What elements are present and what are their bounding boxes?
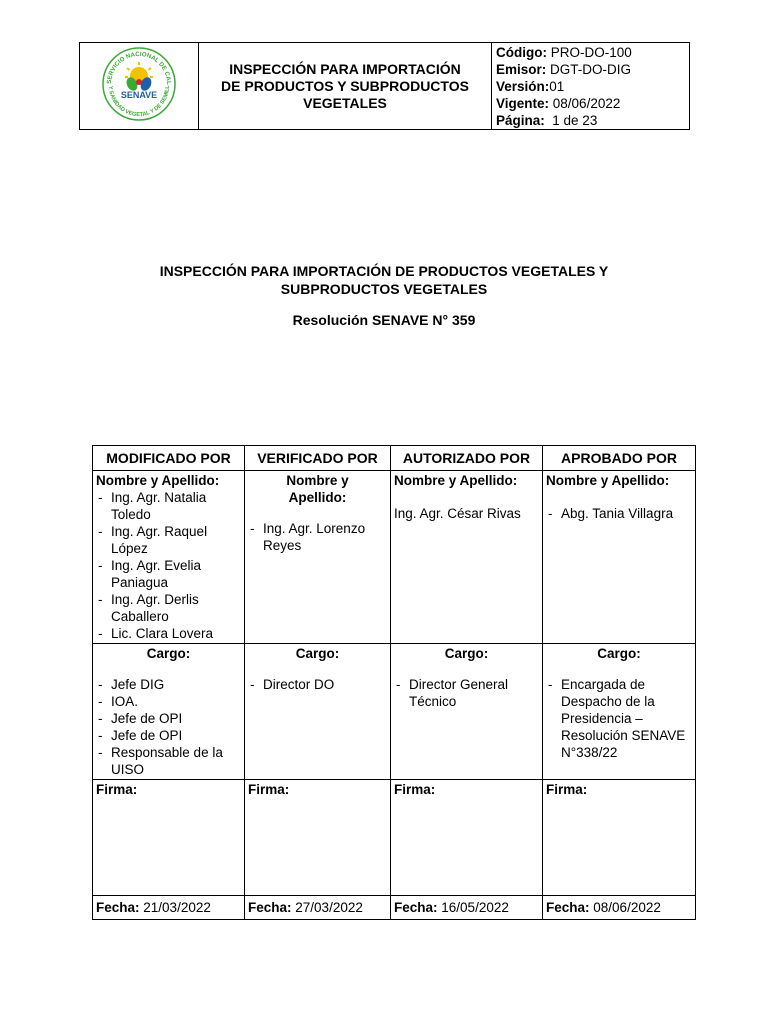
logo-brand: SENAVE bbox=[120, 89, 158, 100]
document-title bbox=[0, 262, 768, 298]
list-item: - Ing. Agr. Natalia Toledo bbox=[96, 489, 241, 523]
autorizado-firma-cell bbox=[391, 780, 543, 896]
fecha-label: Fecha: bbox=[394, 900, 438, 915]
header-meta bbox=[492, 43, 690, 130]
emisor-label: Emisor: bbox=[496, 62, 547, 77]
fecha-row bbox=[93, 896, 696, 920]
aprobado-firma-cell bbox=[543, 780, 696, 896]
verificado-cargo-cell bbox=[245, 644, 391, 780]
list-item: - Director DO bbox=[248, 676, 387, 693]
list-item: - Jefe de OPI bbox=[96, 710, 241, 727]
list-item: - Responsable de la UISO bbox=[96, 744, 241, 778]
verificado-firma-cell bbox=[245, 780, 391, 896]
fecha-label: Fecha: bbox=[248, 900, 292, 915]
vigente-label: Vigente: bbox=[496, 96, 550, 111]
firma-label: Firma: bbox=[248, 782, 290, 797]
emisor-row bbox=[496, 61, 689, 78]
header-title-line: INSPECCIÓN PARA IMPORTACIÓN bbox=[229, 60, 461, 77]
fecha-value: 21/03/2022 bbox=[143, 900, 211, 915]
senave-logo bbox=[99, 44, 179, 124]
list-item: - IOA. bbox=[96, 693, 241, 710]
fecha-label: Fecha: bbox=[96, 900, 140, 915]
cargo-row bbox=[93, 644, 696, 780]
cargo-label: Cargo: bbox=[146, 646, 191, 661]
aprobado-cargo-cell bbox=[543, 644, 696, 780]
autorizado-names-cell bbox=[391, 471, 543, 644]
codigo-label: Código: bbox=[496, 45, 547, 60]
list-item: - Ing. Agr. Evelia Paniagua bbox=[96, 557, 241, 591]
autorizado-fecha-cell bbox=[391, 896, 543, 920]
list-item: - Jefe DIG bbox=[96, 676, 241, 693]
name-label: Nombre y Apellido: bbox=[286, 473, 349, 505]
modificado-cargo-cell bbox=[93, 644, 245, 780]
autorizado-name: Ing. Agr. César Rivas bbox=[394, 506, 521, 521]
vigente-value: 08/06/2022 bbox=[552, 96, 621, 111]
fecha-value: 16/05/2022 bbox=[441, 900, 509, 915]
document-title-line: INSPECCIÓN PARA IMPORTACIÓN DE PRODUCTOS VEGETALES Y bbox=[159, 263, 609, 279]
list-item: - Encargada de Despacho de la Presidencia – Resolución SENAVE N°338/22 bbox=[546, 676, 692, 761]
list-item: - Jefe de OPI bbox=[96, 727, 241, 744]
modificado-firma-cell bbox=[93, 780, 245, 896]
fecha-label: Fecha: bbox=[546, 900, 590, 915]
pagina-label: Página: bbox=[496, 113, 545, 128]
cargo-label: Cargo: bbox=[444, 646, 489, 661]
list-item: - Ing. Agr. Derlis Caballero bbox=[96, 591, 241, 625]
resolution-text: Resolución SENAVE N° 359 bbox=[292, 312, 476, 328]
name-label: Nombre y Apellido: bbox=[394, 473, 518, 488]
logo-ring-text-top: SERVICIO NACIONAL DE CAL bbox=[105, 50, 173, 85]
logo-cell bbox=[80, 43, 199, 130]
col-aprobado-header: APROBADO POR bbox=[543, 446, 696, 471]
document-header bbox=[79, 42, 690, 130]
col-autorizado-header: AUTORIZADO POR bbox=[391, 446, 543, 471]
col-verificado-header: VERIFICADO POR bbox=[245, 446, 391, 471]
autorizado-cargo-cell bbox=[391, 644, 543, 780]
fecha-value: 08/06/2022 bbox=[593, 900, 661, 915]
name-label: Nombre y Apellido: bbox=[96, 473, 220, 488]
list-item: - Abg. Tania Villagra bbox=[546, 505, 692, 522]
verificado-names-cell bbox=[245, 471, 391, 644]
list-item: - Lic. Clara Lovera bbox=[96, 625, 241, 642]
firma-label: Firma: bbox=[546, 782, 588, 797]
aprobado-fecha-cell bbox=[543, 896, 696, 920]
header-title bbox=[199, 43, 492, 130]
version-label: Versión: bbox=[496, 79, 550, 94]
verificado-fecha-cell bbox=[245, 896, 391, 920]
logo-ring-text-bottom: Y SANIDAD VEGETAL Y DE SEMILL bbox=[106, 84, 172, 118]
modificado-names-cell bbox=[93, 471, 245, 644]
signature-header-row bbox=[93, 446, 696, 471]
codigo-row bbox=[496, 44, 689, 61]
names-row bbox=[93, 471, 696, 644]
list-item: - Ing. Agr. Raquel López bbox=[96, 523, 241, 557]
cargo-label: Cargo: bbox=[597, 646, 641, 661]
name-label: Nombre y Apellido: bbox=[546, 473, 670, 488]
emisor-value: DGT-DO-DIG bbox=[550, 62, 632, 77]
aprobado-names-cell bbox=[543, 471, 696, 644]
header-title-line: VEGETALES bbox=[303, 94, 387, 111]
document-title-line: SUBPRODUCTOS VEGETALES bbox=[280, 281, 488, 297]
pagina-row bbox=[496, 112, 689, 129]
modificado-fecha-cell bbox=[93, 896, 245, 920]
signature-table bbox=[92, 445, 696, 920]
list-item: - Ing. Agr. Lorenzo Reyes bbox=[248, 520, 387, 554]
firma-label: Firma: bbox=[394, 782, 436, 797]
col-modificado-header: MODIFICADO POR bbox=[93, 446, 245, 471]
firma-label: Firma: bbox=[96, 782, 138, 797]
list-item: - Director General Técnico bbox=[394, 676, 539, 710]
firma-row bbox=[93, 780, 696, 896]
cargo-label: Cargo: bbox=[295, 646, 340, 661]
fecha-value: 27/03/2022 bbox=[295, 900, 363, 915]
vigente-row bbox=[496, 95, 689, 112]
version-value: 01 bbox=[549, 79, 565, 94]
version-row bbox=[496, 78, 689, 95]
header-title-line: DE PRODUCTOS Y SUBPRODUCTOS bbox=[221, 77, 469, 94]
codigo-value: PRO-DO-100 bbox=[550, 45, 632, 60]
pagina-value: 1 de 23 bbox=[552, 113, 598, 128]
